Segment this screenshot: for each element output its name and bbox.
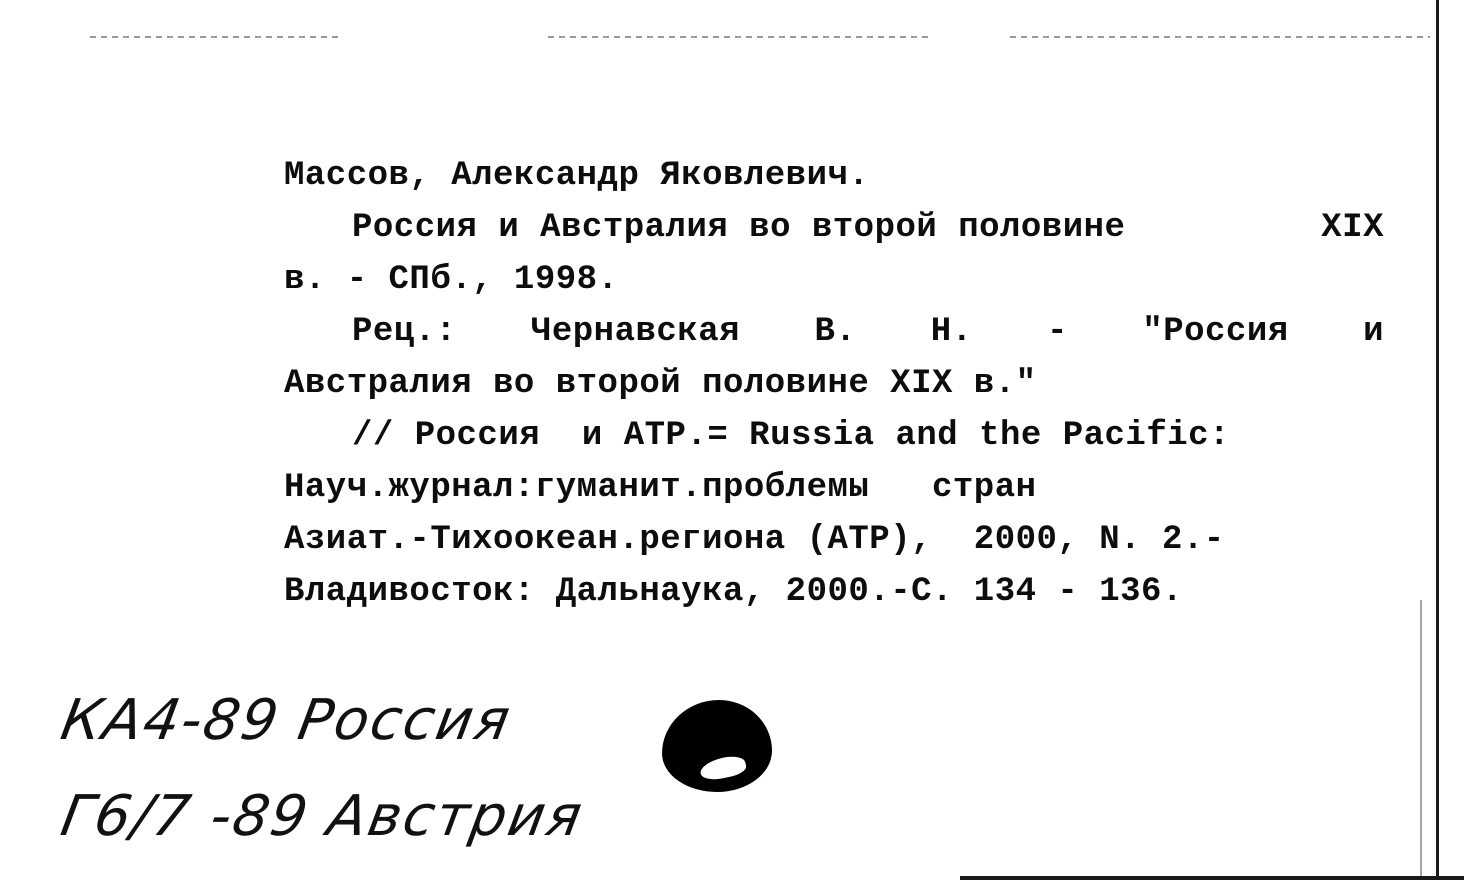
author-line: Массов, Александр Яковлевич. — [284, 157, 870, 195]
review-line-2: Австралия во второй половине XIX в." — [284, 365, 1037, 403]
title-line-1 — [284, 202, 1384, 254]
scan-edge-right — [1436, 0, 1439, 880]
review-word: - — [1046, 313, 1068, 351]
handwritten-shelfmark-1: КА4-89 Россия — [56, 688, 517, 753]
review-line-6: Владивосток: Дальнаука, 2000.-С. 134 - 136. — [284, 573, 1183, 611]
scan-dash-line — [90, 36, 340, 38]
review-line-5: Азиат.-Тихоокеан.региона (АТР), 2000, N. 2.- — [284, 521, 1225, 559]
review-word: "Россия — [1142, 313, 1289, 351]
handwritten-shelfmark-2: Г6/7 -89 Австрия — [56, 784, 589, 849]
review-word: и — [1363, 313, 1384, 351]
title-line-2: в. - СПб., 1998. — [284, 261, 619, 299]
review-line-3: // Россия и АТР.= Russia and the Pacific: — [352, 417, 1230, 455]
title-century: XIX — [1321, 209, 1384, 247]
review-word: Н. — [930, 313, 973, 351]
review-line-4: Науч.журнал:гуманит.проблемы стран — [284, 469, 1037, 507]
typed-entry — [284, 150, 1384, 618]
scan-edge-bottom — [960, 876, 1464, 880]
review-word: Чернавская — [530, 313, 741, 351]
review-word: Рец.: — [352, 313, 457, 351]
punch-hole — [662, 700, 772, 792]
title-text: Россия и Австралия во второй половине — [352, 209, 1126, 247]
scan-dash-line — [548, 36, 928, 38]
scan-dash-line — [1010, 36, 1430, 38]
scan-edge-inner — [1420, 600, 1422, 880]
review-word: В. — [814, 313, 857, 351]
review-line-1 — [284, 306, 1384, 358]
